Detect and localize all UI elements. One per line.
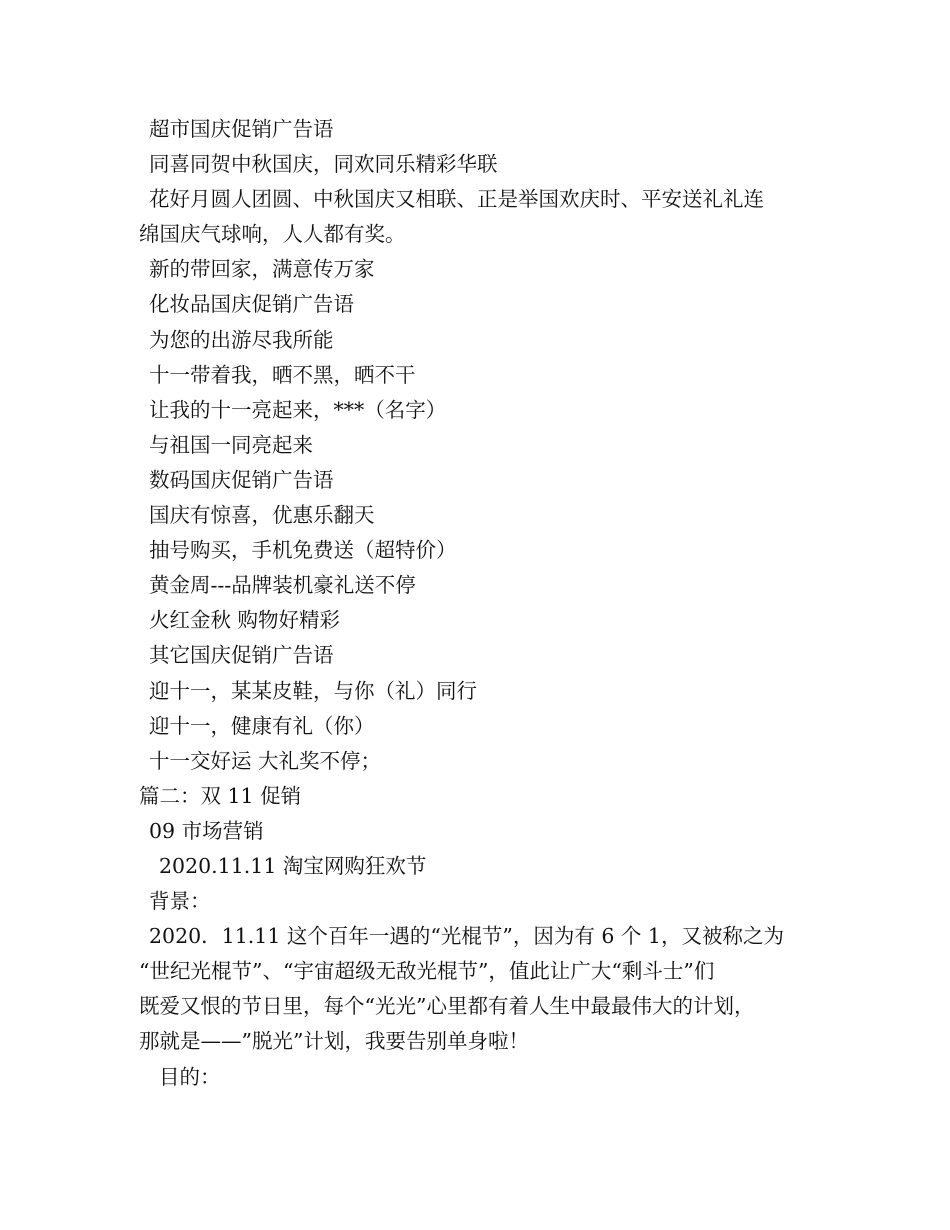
text-line: “世纪光棍节”、“宇宙超级无敌光棍节”，值此让广大“剩斗士”们 <box>139 959 715 984</box>
text-line: 其它国庆促销广告语 <box>149 643 334 668</box>
text-line: 十一交好运 大礼奖不停； <box>149 748 382 773</box>
text-line: 化妆品国庆促销广告语 <box>149 292 354 317</box>
text-line: 黄金周---品牌装机豪礼送不停 <box>149 573 416 598</box>
text-line: 同喜同贺中秋国庆，同欢同乐精彩华联 <box>149 152 498 177</box>
text-line: 既爱又恨的节日里，每个“光光”心里都有着人生中最最伟大的计划， <box>139 994 755 1019</box>
text-line: 与祖国一同亮起来 <box>149 432 313 457</box>
text-line: 新的带回家，满意传万家 <box>149 257 375 282</box>
text-line: 让我的十一亮起来，***（名字） <box>149 397 447 422</box>
text-line: 2020.11.11 淘宝网购狂欢节 <box>159 853 427 878</box>
text-line: 2020．11.11 这个百年一遇的“光棍节”，因为有 6 个 1，又被称之为 <box>149 924 784 949</box>
text-line: 超市国庆促销广告语 <box>149 117 334 141</box>
text-line: 为您的出游尽我所能 <box>149 327 334 352</box>
text-line: 迎十一，健康有礼（你） <box>149 713 375 738</box>
text-line: 花好月圆人团圆、中秋国庆又相联、正是举国欢庆时、平安送礼礼连 <box>149 187 764 212</box>
text-line: 迎十一，某某皮鞋，与你（礼）同行 <box>149 678 477 703</box>
text-line: 目的： <box>159 1064 221 1089</box>
section-heading: 篇二：双 11 促销 <box>139 783 302 808</box>
text-line: 火红金秋 购物好精彩 <box>149 608 341 633</box>
document-body <box>139 112 819 1095</box>
text-line: 国庆有惊喜，优惠乐翻天 <box>149 503 375 528</box>
text-line: 抽号购买，手机免费送（超特价） <box>149 538 457 563</box>
text-line: 数码国庆促销广告语 <box>149 467 334 492</box>
text-line: 绵国庆气球响，人人都有奖。 <box>139 222 406 247</box>
text-line: 十一带着我，晒不黑，晒不干 <box>149 362 416 387</box>
text-line: 背景： <box>149 889 211 914</box>
text-line: 那就是——”脱光”计划，我要告别单身啦！ <box>139 1029 529 1054</box>
text-line: 09 市场营销 <box>149 818 264 843</box>
